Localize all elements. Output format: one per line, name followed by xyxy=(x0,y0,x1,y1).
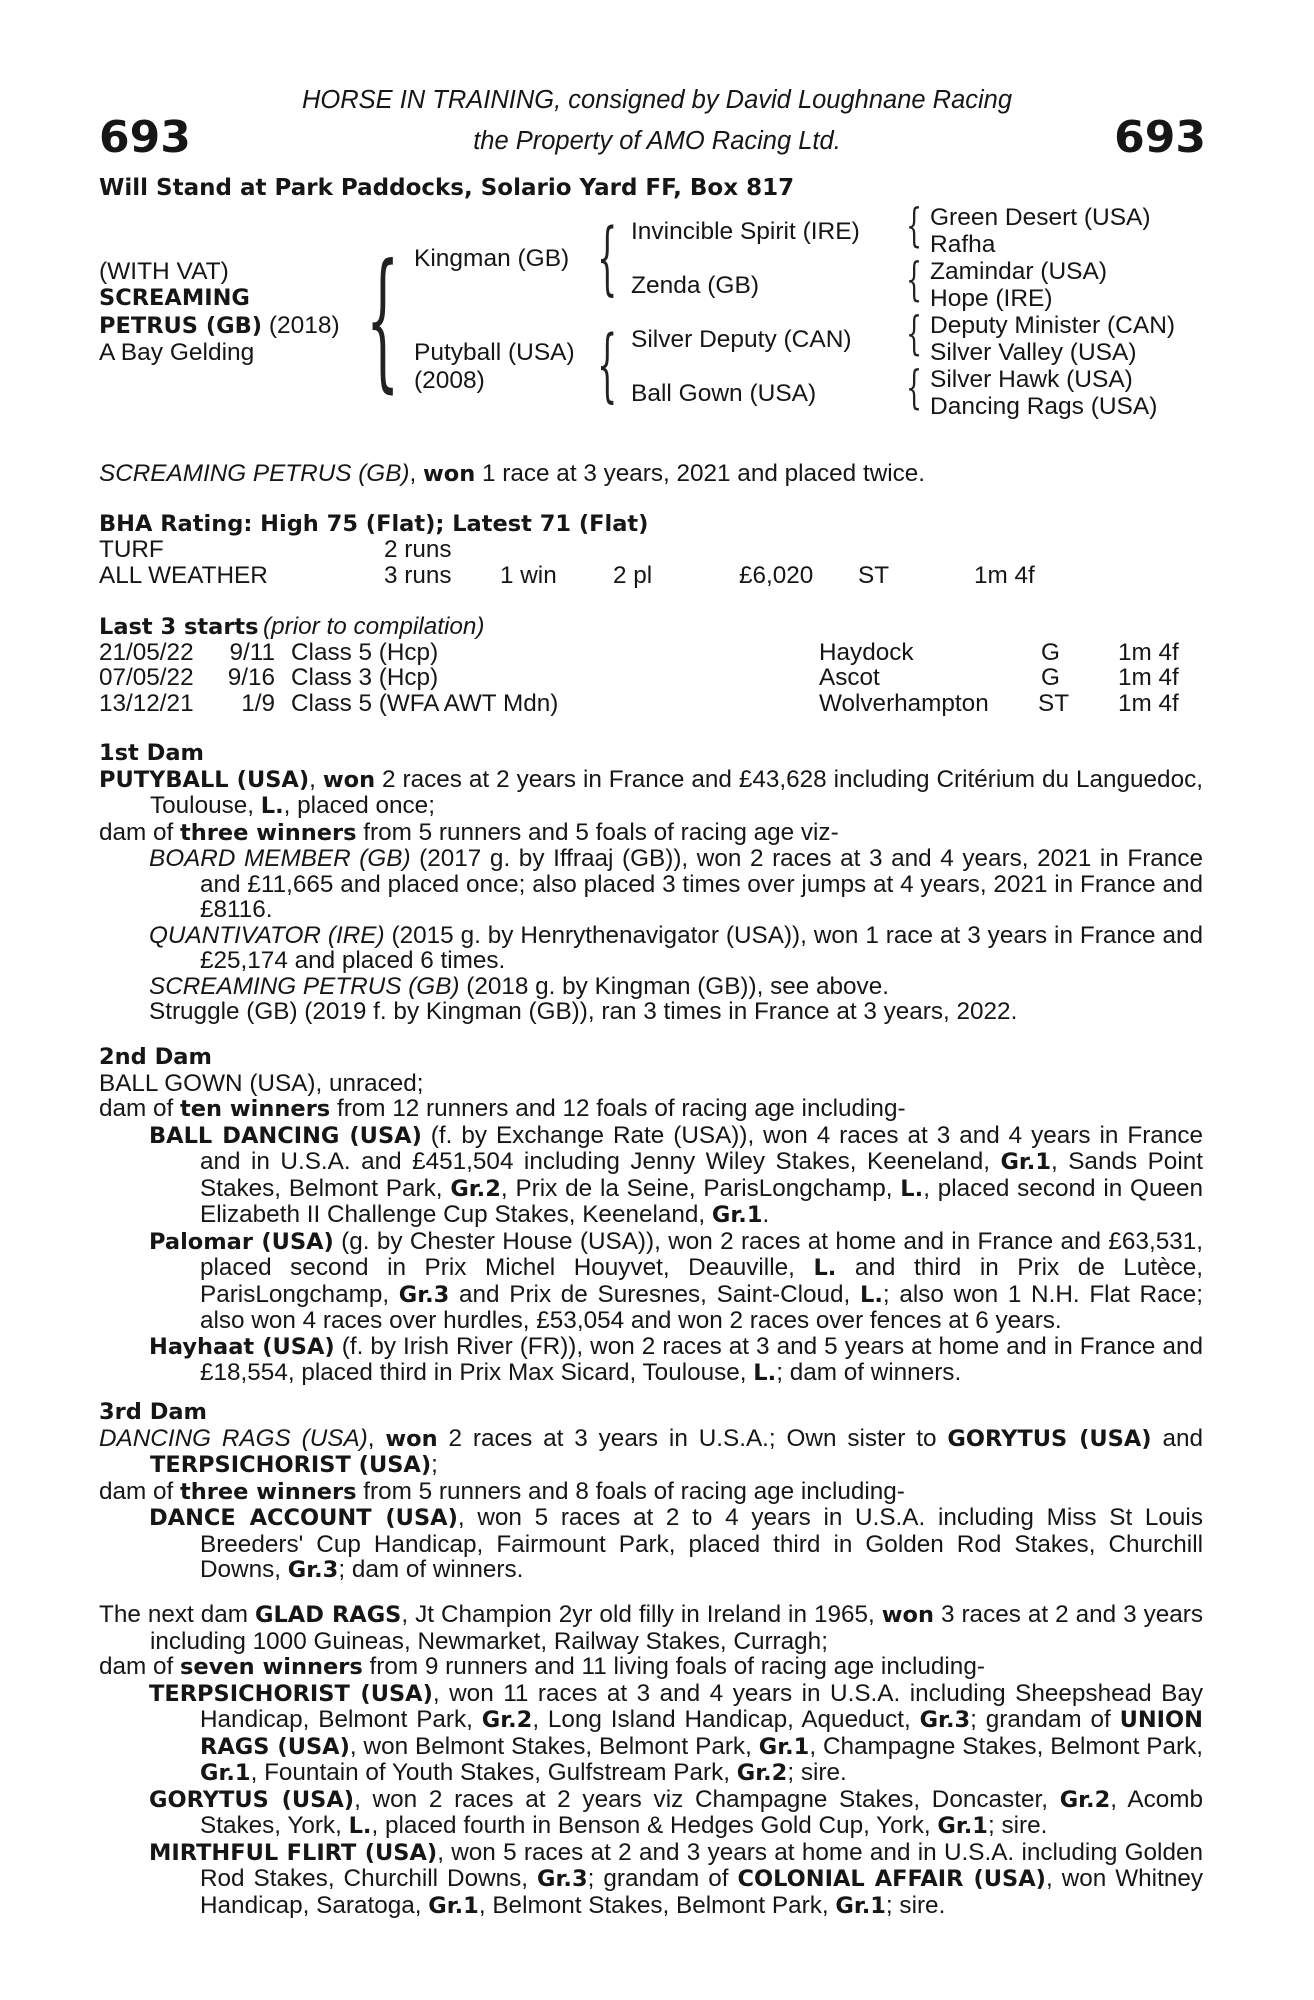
produce-terpsichorist: TERPSICHORIST (USA), won 11 races at 3 and 4 years in U.S.A. including Sheepshead Bay Handicap, Belmont Park, Gr.2, Long Island Handicap, Aqueduct, Gr.3; grandam of UNION RAGS (USA), won Belmont Stakes, Belmont Park, Gr.1, Champagne Stakes, Belmont Park, Gr.1, Fountain of Youth Stakes, Gulfstream Park, Gr.2; sire. xyxy=(149,1679,1204,1786)
produce-struggle: Struggle (GB) (2019 f. by Kingman (GB)), ran 3 times in France at 3 years, 2022. xyxy=(149,998,1018,1025)
rating-title: BHA Rating: High 75 (Flat); Latest 71 (Flat) xyxy=(99,511,649,537)
start-1-going: G xyxy=(1041,639,1060,666)
pedigree-brace-3a: { xyxy=(906,198,923,252)
rating-aw-prize: £6,020 xyxy=(739,562,814,589)
ggd-4: Dancing Rags (USA) xyxy=(930,393,1158,420)
pedigree-brace-1: { xyxy=(366,233,400,407)
produce-quantivator: QUANTIVATOR (IRE) (2015 g. by Henrythenavigator (USA)), won 1 race at 3 years in France and £25,174 and placed 6 times. xyxy=(149,921,1204,974)
rating-aw-distance: 1m 4f xyxy=(974,562,1035,589)
horse-name-line1: SCREAMING xyxy=(99,285,250,311)
horse-name-line2 xyxy=(99,312,340,340)
start-3-race: Class 5 (WFA AWT Mdn) xyxy=(291,690,559,717)
property-line: the Property of AMO Racing Ltd. xyxy=(473,127,841,155)
dam-year: (2008) xyxy=(414,367,485,394)
produce-screaming-petrus: SCREAMING PETRUS (GB) (2018 g. by Kingman (GB)), see above. xyxy=(149,972,889,1000)
start-3-date: 13/12/21 xyxy=(99,690,194,717)
dam-name: Putyball (USA) xyxy=(414,339,575,366)
start-3-course: Wolverhampton xyxy=(819,690,989,717)
next-dam-record: The next dam GLAD RAGS, Jt Champion 2yr old filly in Ireland in 1965, won 3 races at 2 and 3 years including 1000 Guineas, Newmarket, Railway Stakes, Curragh; xyxy=(99,1601,1204,1655)
rating-turf-runs: 2 runs xyxy=(384,536,452,563)
ggs-4: Silver Hawk (USA) xyxy=(930,366,1133,393)
start-3-going: ST xyxy=(1038,690,1070,717)
dam-dam: Ball Gown (USA) xyxy=(631,380,817,407)
ggs-1: Green Desert (USA) xyxy=(930,204,1151,231)
next-dam-produce-summary: dam of seven winners from 9 runners and 11 living foals of racing age including- xyxy=(99,1653,985,1680)
horse-year: (2018) xyxy=(268,312,340,339)
pedigree-brace-2b: { xyxy=(597,318,618,411)
summary-rest: 1 race at 3 years, 2021 and placed twice. xyxy=(475,460,926,487)
rating-aw-going: ST xyxy=(858,562,890,589)
lot-number-left: 693 xyxy=(99,112,191,163)
sire-dam: Zenda (GB) xyxy=(631,272,759,299)
sire-sire: Invincible Spirit (IRE) xyxy=(631,218,860,245)
start-2-distance: 1m 4f xyxy=(1118,664,1179,691)
first-dam-section xyxy=(99,741,1203,1025)
start-1-distance: 1m 4f xyxy=(1118,639,1179,666)
horse-description: A Bay Gelding xyxy=(99,339,255,366)
third-dam-section xyxy=(99,1400,1203,1584)
start-1-pos: 9/11 xyxy=(229,639,275,666)
second-dam-section xyxy=(99,1045,1203,1387)
ggd-1: Rafha xyxy=(930,231,996,258)
last-starts-heading: Last 3 starts xyxy=(99,614,259,640)
race-summary: SCREAMING PETRUS (GB), won 1 race at 3 years, 2021 and placed twice. xyxy=(99,460,926,487)
rating-aw-runs: 3 runs xyxy=(384,562,452,589)
produce-dance-account: DANCE ACCOUNT (USA), won 5 races at 2 to 4 years in U.S.A. including Miss St Louis Breeders' Cup Handicap, Fairmount Park, placed third in Golden Rod Stakes, Churchill Downs, Gr.3; dam of winners. xyxy=(149,1504,1203,1583)
start-1-race: Class 5 (Hcp) xyxy=(291,639,439,666)
pedigree-brace-3d: { xyxy=(906,360,923,414)
start-2-going: G xyxy=(1041,664,1060,691)
sire-name: Kingman (GB) xyxy=(414,245,570,272)
rating-turf-surface: TURF xyxy=(99,536,164,563)
dam-sire: Silver Deputy (CAN) xyxy=(631,326,852,353)
third-dam-produce-summary: dam of three winners from 5 runners and 8 foals of racing age including- xyxy=(99,1477,905,1505)
vat-note: (WITH VAT) xyxy=(99,258,229,285)
last-starts-title xyxy=(99,613,484,641)
start-2-race: Class 3 (Hcp) xyxy=(291,664,439,691)
summary-won: won xyxy=(423,461,476,487)
third-dam-heading: 3rd Dam xyxy=(99,1399,207,1425)
start-2-course: Ascot xyxy=(819,664,880,691)
start-3-pos: 1/9 xyxy=(241,690,275,717)
third-dam-record: DANCING RAGS (USA), won 2 races at 3 years in U.S.A.; Own sister to GORYTUS (USA) and TERPSICHORIST (USA); xyxy=(99,1424,1203,1478)
produce-board-member: BOARD MEMBER (GB) (2017 g. by Iffraaj (GB)), won 2 races at 3 and 4 years, 2021 in France and £11,665 and placed once; also placed 3 times over jumps at 4 years, 2021 in France and £8116. xyxy=(149,845,1203,923)
first-dam-produce-summary: dam of three winners from 5 runners and 5 foals of racing age viz- xyxy=(99,818,839,846)
consignor-line: HORSE IN TRAINING, consigned by David Loughnane Racing xyxy=(301,86,1013,114)
ggd-3: Silver Valley (USA) xyxy=(930,339,1137,366)
start-1-date: 21/05/22 xyxy=(99,639,194,666)
rating-aw-places: 2 pl xyxy=(613,562,653,589)
last-starts-subtitle: (prior to compilation) xyxy=(263,613,485,640)
ggs-3: Deputy Minister (CAN) xyxy=(930,312,1176,339)
start-1-course: Haydock xyxy=(819,639,914,666)
second-dam-heading: 2nd Dam xyxy=(99,1044,212,1070)
start-3-distance: 1m 4f xyxy=(1118,690,1179,717)
stand-location: Will Stand at Park Paddocks, Solario Yard FF, Box 817 xyxy=(99,175,795,201)
next-dam-section xyxy=(99,1602,1203,1919)
pedigree-brace-3c: { xyxy=(906,306,923,360)
lot-number-right: 693 xyxy=(1114,112,1206,163)
rating-aw-wins: 1 win xyxy=(500,562,557,589)
start-2-date: 07/05/22 xyxy=(99,664,194,691)
produce-palomar: Palomar (USA) (g. by Chester House (USA)), won 2 races at home and in France and £63,531, placed second in Prix Michel Houyvet, Deauville, L. and third in Prix de Lutèce, ParisLongchamp, Gr.3 and Prix de Suresnes, Saint-Cloud, L.; also won 1 N.H. Flat Race; also won 4 races over hurdles, £53,054 and won 2 races over fences at 6 years. xyxy=(149,1227,1204,1334)
ggs-2: Zamindar (USA) xyxy=(930,258,1107,285)
ggd-2: Hope (IRE) xyxy=(930,285,1053,312)
horse-name-bold: PETRUS (GB) xyxy=(99,313,263,339)
second-dam-produce-summary: dam of ten winners from 12 runners and 12 foals of racing age including- xyxy=(99,1095,906,1122)
produce-ball-dancing: BALL DANCING (USA) (f. by Exchange Rate (USA)), won 4 races at 3 and 4 years in France and in U.S.A. and £451,504 including Jenny Wiley Stakes, Keeneland, Gr.1, Sands Point Stakes, Belmont Park, Gr.2, Prix de la Seine, ParisLongchamp, L., placed second in Queen Elizabeth II Challenge Cup Stakes, Keeneland, Gr.1. xyxy=(149,1121,1204,1228)
pedigree-brace-2a: { xyxy=(597,211,618,304)
produce-mirthful-flirt: MIRTHFUL FLIRT (USA), won 5 races at 2 and 3 years at home and in U.S.A. including Golden Rod Stakes, Churchill Downs, Gr.3; grandam of COLONIAL AFFAIR (USA), won Whitney Handicap, Saratoga, Gr.1, Belmont Stakes, Belmont Park, Gr.1; sire. xyxy=(149,1838,1204,1919)
pedigree-brace-3b: { xyxy=(906,252,923,306)
produce-gorytus: GORYTUS (USA), won 2 races at 2 years viz Champagne Stakes, Doncaster, Gr.2, Acomb Stakes, York, L., placed fourth in Benson & Hedges Gold Cup, York, Gr.1; sire. xyxy=(149,1785,1203,1839)
rating-aw-surface: ALL WEATHER xyxy=(99,562,268,589)
second-dam-line: BALL GOWN (USA), unraced; xyxy=(99,1069,424,1097)
first-dam-record: PUTYBALL (USA), won 2 races at 2 years in France and £43,628 including Critérium du Languedoc, Toulouse, L., placed once; xyxy=(99,765,1203,819)
produce-hayhaat: Hayhaat (USA) (f. by Irish River (FR)), won 2 races at 3 and 5 years at home and in France and £18,554, placed third in Prix Max Sicard, Toulouse, L.; dam of winners. xyxy=(149,1332,1203,1386)
summary-horse-name: SCREAMING PETRUS (GB) xyxy=(99,460,410,487)
first-dam-heading: 1st Dam xyxy=(99,740,204,766)
start-2-pos: 9/16 xyxy=(227,664,275,691)
